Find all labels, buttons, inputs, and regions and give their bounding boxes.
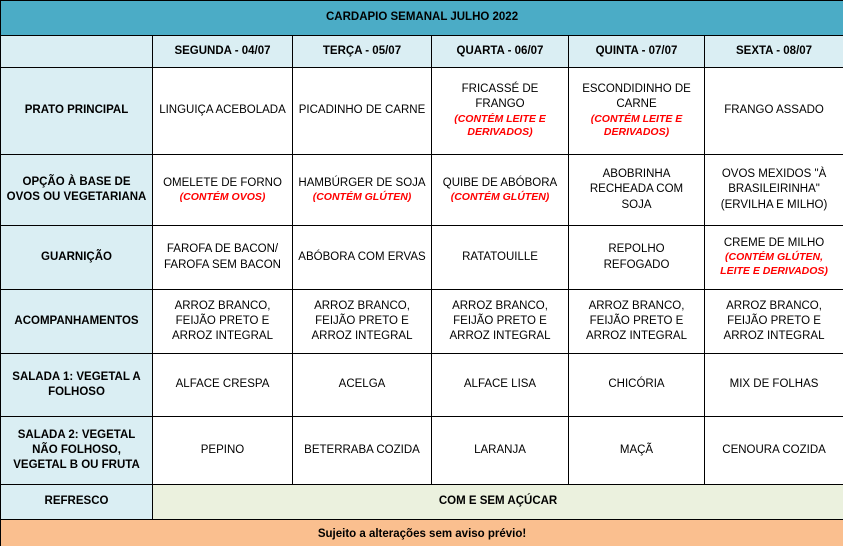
menu-cell bbox=[705, 417, 843, 485]
dish-text: PEPINO bbox=[200, 443, 245, 456]
menu-cell bbox=[569, 417, 705, 485]
menu-cell bbox=[432, 226, 569, 290]
menu-cell bbox=[705, 290, 843, 354]
day-header-segunda: SEGUNDA - 04/07 bbox=[153, 36, 293, 68]
dish-text: PICADINHO DE CARNE bbox=[298, 104, 426, 117]
menu-cell bbox=[293, 354, 432, 417]
menu-cell bbox=[153, 417, 293, 485]
menu-cell bbox=[153, 68, 293, 155]
row-label-acompanhamentos: ACOMPANHAMENTOS bbox=[1, 290, 153, 354]
menu-cell bbox=[432, 354, 569, 417]
menu-cell bbox=[569, 155, 705, 226]
menu-cell bbox=[432, 290, 569, 354]
table-row-refresco bbox=[1, 485, 843, 520]
dish-text: LARANJA bbox=[474, 443, 526, 456]
day-header-row bbox=[1, 36, 843, 68]
dish-text: CREME DE MILHO bbox=[723, 237, 825, 250]
table-row-guarnicao bbox=[1, 226, 843, 290]
allergen-note: (CONTÉM GLÚTEN) bbox=[450, 190, 550, 203]
day-header-sexta: SEXTA - 08/07 bbox=[705, 36, 843, 68]
dish-text: RATATOUILLE bbox=[462, 250, 538, 263]
dish-text: ESCONDIDINHO DE CARNE bbox=[582, 83, 691, 111]
dish-text: REPOLHO REFOGADO bbox=[603, 243, 670, 271]
dish-text: CHICÓRIA bbox=[608, 378, 665, 391]
menu-cell bbox=[293, 290, 432, 354]
allergen-note: (CONTÉM GLÚTEN) bbox=[312, 190, 412, 203]
menu-cell bbox=[569, 354, 705, 417]
table-row-salada-2 bbox=[1, 417, 843, 485]
row-label-salada-2: SALADA 2: VEGETAL NÃO FOLHOSO, VEGETAL B OU FRUTA bbox=[1, 417, 153, 485]
dish-text: ABÓBORA COM ERVAS bbox=[298, 250, 426, 263]
menu-cell bbox=[293, 226, 432, 290]
dish-text: ALFACE LISA bbox=[463, 378, 537, 391]
menu-cell bbox=[569, 290, 705, 354]
dish-text: OVOS MEXIDOS "À BRASILEIRINHA" (ERVILHA E MILHO) bbox=[720, 168, 828, 211]
dish-text: ARROZ BRANCO, FEIJÃO PRETO E ARROZ INTEGRAL bbox=[172, 299, 273, 343]
menu-cell bbox=[153, 226, 293, 290]
allergen-note: (CONTÉM OVOS) bbox=[179, 190, 266, 203]
menu-cell bbox=[432, 68, 569, 155]
menu-cell bbox=[705, 354, 843, 417]
day-header-quinta: QUINTA - 07/07 bbox=[569, 36, 705, 68]
dish-text: ACELGA bbox=[338, 378, 386, 391]
menu-cell bbox=[293, 68, 432, 155]
table-row-opcao-ovos-vegetariana bbox=[1, 155, 843, 226]
dish-text: MAÇÃ bbox=[619, 443, 654, 456]
menu-cell bbox=[153, 354, 293, 417]
row-label-guarnicao: GUARNIÇÃO bbox=[1, 226, 153, 290]
menu-cell bbox=[705, 226, 843, 290]
menu-cell bbox=[705, 155, 843, 226]
menu-cell bbox=[293, 417, 432, 485]
table-row-prato-principal bbox=[1, 68, 843, 155]
refresco-cell: COM E SEM AÇÚCAR bbox=[153, 485, 843, 520]
menu-cell bbox=[432, 155, 569, 226]
menu-cell bbox=[569, 226, 705, 290]
page-title: CARDAPIO SEMANAL JULHO 2022 bbox=[1, 1, 843, 36]
menu-cell bbox=[432, 417, 569, 485]
dish-text: ARROZ BRANCO, FEIJÃO PRETO E ARROZ INTEGRAL bbox=[311, 299, 413, 343]
dish-text: MIX DE FOLHAS bbox=[729, 378, 819, 391]
menu-cell bbox=[153, 290, 293, 354]
dish-text: ARROZ BRANCO, FEIJÃO PRETO E ARROZ INTEGRAL bbox=[723, 299, 825, 343]
day-header-quarta: QUARTA - 06/07 bbox=[432, 36, 569, 68]
table-row-salada-1 bbox=[1, 354, 843, 417]
dish-text: FRICASSÉ DE FRANGO bbox=[461, 83, 539, 111]
allergen-note: (CONTÉM LEITE E DERIVADOS) bbox=[454, 112, 546, 139]
row-label-prato-principal: PRATO PRINCIPAL bbox=[1, 68, 153, 155]
dish-text: HAMBÚRGER DE SOJA bbox=[298, 176, 426, 189]
dish-text: BETERRABA COZIDA bbox=[304, 443, 420, 456]
dish-text: ALFACE CRESPA bbox=[175, 378, 270, 391]
allergen-note: (CONTÉM LEITE E DERIVADOS) bbox=[590, 112, 683, 139]
dish-text: LINGUIÇA ACEBOLADA bbox=[159, 104, 286, 117]
dish-text: ARROZ BRANCO, FEIJÃO PRETO E ARROZ INTEGRAL bbox=[586, 299, 687, 343]
footer-row bbox=[1, 520, 843, 546]
footer-notice: Sujeito a alterações sem aviso prévio! bbox=[1, 520, 843, 546]
day-header-terca: TERÇA - 05/07 bbox=[293, 36, 432, 68]
menu-cell bbox=[705, 68, 843, 155]
corner-cell bbox=[1, 36, 153, 68]
dish-text: FAROFA DE BACON/ FAROFA SEM BACON bbox=[164, 243, 281, 271]
menu-cell bbox=[153, 155, 293, 226]
row-label-refresco: REFRESCO bbox=[1, 485, 153, 520]
dish-text: QUIBE DE ABÓBORA bbox=[442, 176, 558, 189]
menu-cell bbox=[293, 155, 432, 226]
title-row bbox=[1, 1, 843, 36]
dish-text: OMELETE DE FORNO bbox=[163, 176, 282, 189]
table-row-acompanhamentos bbox=[1, 290, 843, 354]
dish-text: ARROZ BRANCO, FEIJÃO PRETO E ARROZ INTEGRAL bbox=[449, 299, 551, 343]
dish-text: ABOBRINHA RECHEADA COM SOJA bbox=[589, 168, 684, 211]
row-label-salada-1: SALADA 1: VEGETAL A FOLHOSO bbox=[1, 354, 153, 417]
row-label-opcao-ovos-vegetariana: OPÇÃO À BASE DE OVOS OU VEGETARIANA bbox=[1, 155, 153, 226]
dish-text: CENOURA COZIDA bbox=[722, 443, 826, 456]
dish-text: FRANGO ASSADO bbox=[724, 104, 824, 117]
allergen-note: (CONTÉM GLÚTEN, LEITE E DERIVADOS) bbox=[720, 251, 828, 278]
menu-cell bbox=[569, 68, 705, 155]
